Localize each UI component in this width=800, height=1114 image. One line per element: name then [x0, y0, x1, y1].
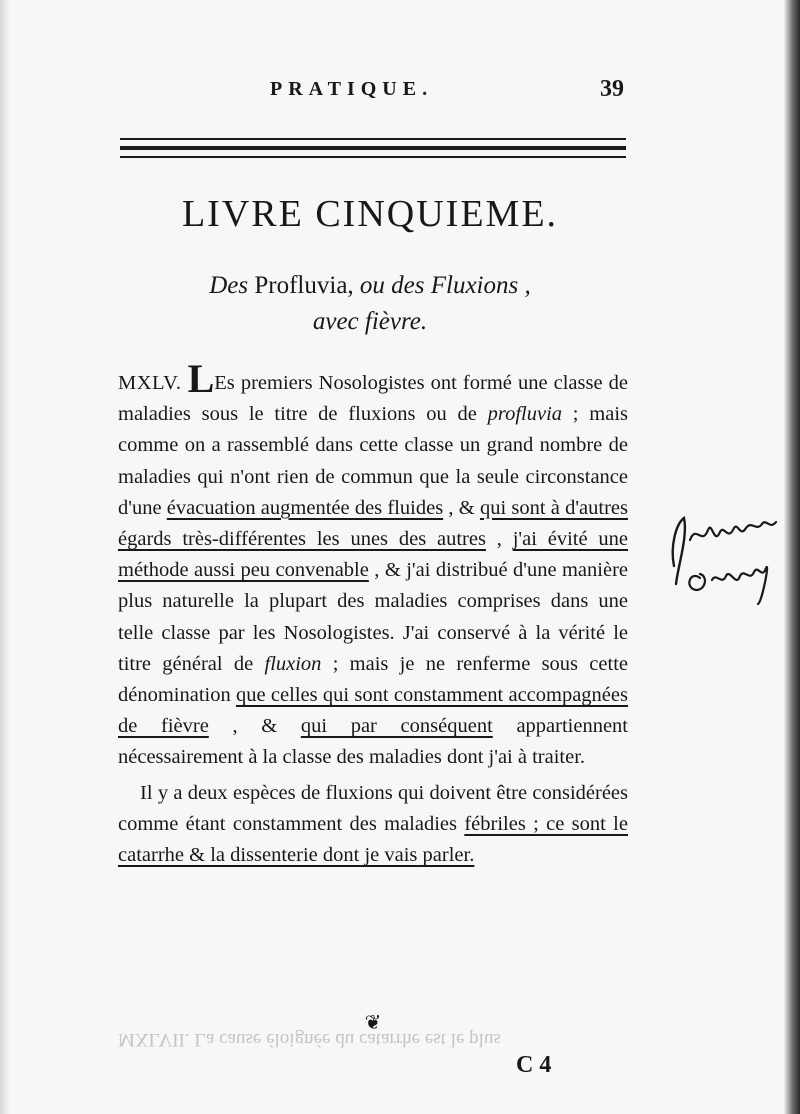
chapter-title-italic-a: Des — [209, 272, 249, 299]
paragraph-1-text-5: , & j'ai distribué d'une manière plus naturelle la plupart des maladies comprises dans une telle classe par les Nosologistes. J'ai conservé à la vérité le titre général de — [118, 559, 628, 675]
chapter-title-line-1 — [110, 268, 630, 304]
paragraph-1-text-7: , & — [208, 715, 301, 738]
chapter-title-line-2 — [110, 304, 630, 340]
underlined-phrase-3: j'ai évité une méthode aussi peu convenable — [118, 528, 629, 582]
chapter-title-italic-b: ou des Fluxions , — [359, 272, 531, 299]
fleuron-ornament: ❦ — [364, 1012, 382, 1034]
underlined-phrase-6: fébriles ; ce sont le catarrhe & la dissenterie dont je vais parler. — [118, 812, 628, 867]
chapter-title — [110, 268, 630, 340]
chapter-title-roman: Profluvia, — [248, 272, 360, 299]
header-rule-bottom — [120, 156, 626, 158]
paragraph-2-text-1: Il y a deux espèces de fluxions qui doivent être considérées comme étant constamment des maladies — [118, 781, 628, 835]
underlined-phrase-5: qui par conséquent — [300, 715, 493, 738]
paragraph-1 — [118, 356, 629, 774]
drop-capital: L — [187, 356, 215, 401]
chapter-subtitle: avec fièvre. — [312, 308, 428, 335]
header-rule-top — [120, 138, 626, 140]
bleed-through-text: MXLVII. La cause éloignée du catarrhe est le plus — [118, 1029, 501, 1050]
underlined-phrase-1: évacuation augmentée des fluides — [166, 496, 444, 519]
paragraph-1-text-8: appartiennent nécessairement à la classe des maladies dont j'ai à traiter. — [118, 715, 628, 769]
underlined-phrase-4: que celles qui sont constamment accompagnées de fièvre — [118, 684, 628, 738]
page-binding-shadow — [784, 0, 800, 1114]
paragraph-1-text-4: , — [485, 528, 513, 551]
body-text — [118, 356, 629, 871]
paragraph-1-text-1: Es premiers Nosologistes ont formé une classe de maladies sous le titre de fluxions ou de — [118, 372, 629, 426]
paragraph-1-text-2: ; mais comme on a rassemblé dans cette classe un grand nombre de maladies qui n'ont rien de commun que la seule circonstance d'une — [118, 403, 628, 519]
page-number: 39 — [600, 76, 624, 102]
signature-mark: C 4 — [516, 1052, 552, 1078]
section-number: MXLV. — [118, 372, 182, 394]
paragraph-1-italic-2: fluxion — [264, 652, 322, 675]
paragraph-1-italic-1: profluvia — [487, 403, 563, 426]
page-left-edge — [0, 0, 10, 1114]
book-title: LIVRE CINQUIEME. — [181, 193, 559, 235]
paragraph-1-text-3: , & — [443, 496, 480, 519]
paragraph-2 — [118, 778, 628, 872]
running-title: PRATIQUE. — [270, 78, 434, 100]
paragraph-1-text-6: ; mais je ne renferme sous cette dénomination — [118, 652, 628, 707]
underlined-phrase-2: qui sont à d'autres égards très-différentes les unes des autres — [118, 496, 628, 551]
header-rule-middle — [120, 146, 626, 150]
handwritten-margin-note — [666, 506, 786, 616]
